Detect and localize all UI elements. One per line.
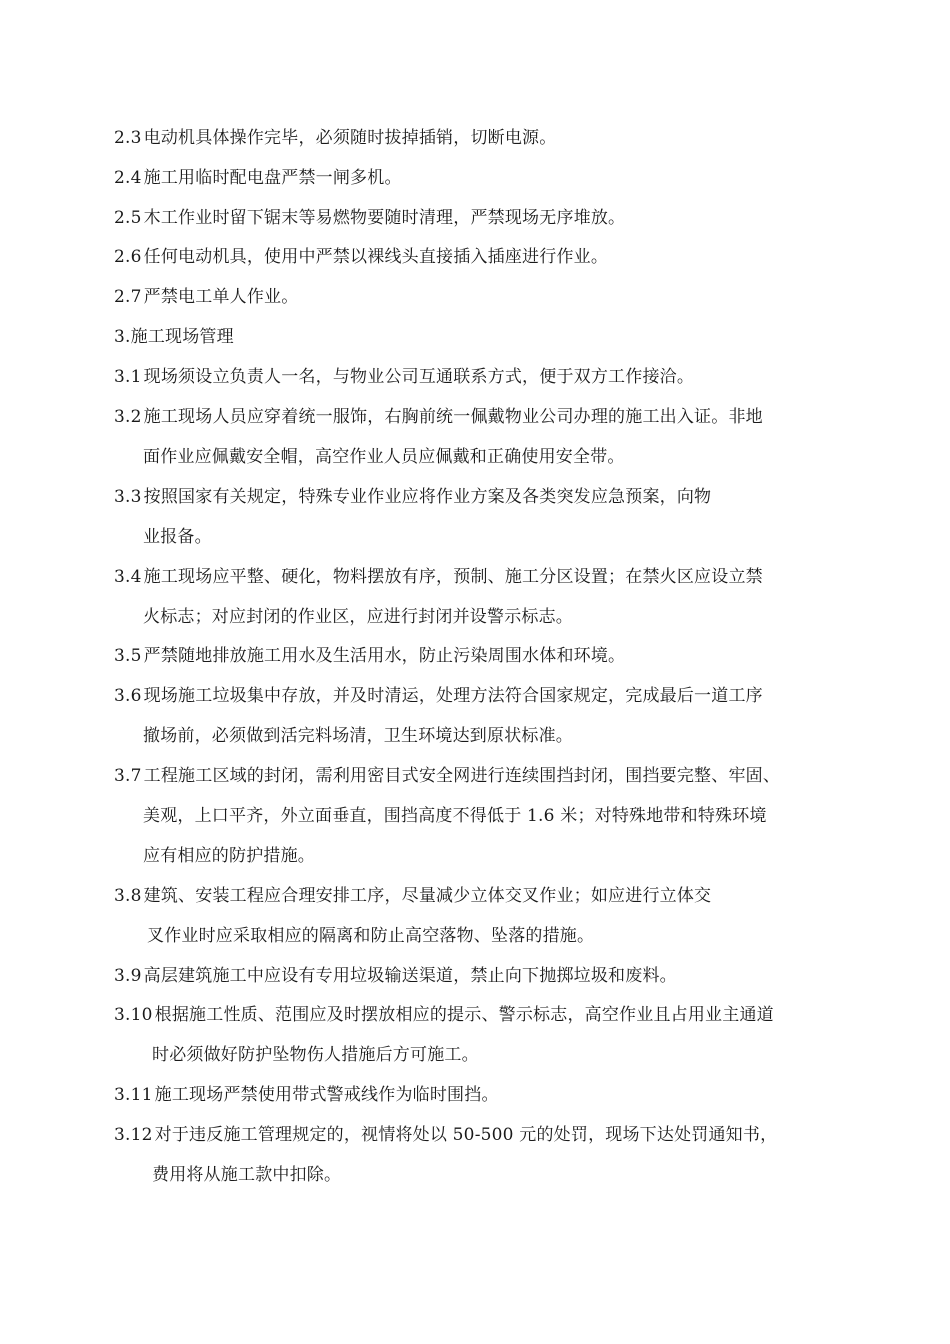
item-number: 2.3 bbox=[114, 128, 142, 148]
item-text: 面作业应佩戴安全帽，高空作业人员应佩戴和正确使用安全带。 bbox=[143, 447, 625, 467]
item-text: 撤场前，必须做到活完料场清，卫生环境达到原状标准。 bbox=[143, 726, 573, 746]
item-text: 时必须做好防护坠物伤人措施后方可施工。 bbox=[152, 1045, 479, 1065]
item-3-12 bbox=[114, 1124, 777, 1146]
item-2-3 bbox=[114, 127, 556, 149]
item-3-7-continued bbox=[143, 845, 315, 867]
item-text: 按照国家有关规定，特殊专业作业应将作业方案及各类突发应急预案，向物 bbox=[143, 487, 712, 507]
item-number: 3.11 bbox=[114, 1085, 153, 1105]
item-text: 叉作业时应采取相应的隔离和防止高空落物、坠落的措施。 bbox=[147, 926, 595, 946]
item-3-11 bbox=[114, 1084, 499, 1106]
item-text: 对于违反施工管理规定的，视情将处以 50-500 元的处罚，现场下达处罚通知书， bbox=[154, 1125, 778, 1145]
item-text: 任何电动机具，使用中严禁以裸线头直接插入插座进行作业。 bbox=[143, 247, 609, 267]
item-2-5 bbox=[114, 207, 625, 229]
item-number: 3.5 bbox=[114, 646, 142, 666]
item-3-4-continued bbox=[143, 606, 573, 628]
item-number: 2.5 bbox=[114, 208, 142, 228]
item-text: 施工现场应平整、硬化，物料摆放有序，预制、施工分区设置；在禁火区应设立禁 bbox=[143, 567, 763, 587]
item-text: 应有相应的防护措施。 bbox=[143, 846, 315, 866]
item-text: 现场须设立负责人一名，与物业公司互通联系方式，便于双方工作接洽。 bbox=[143, 367, 695, 387]
item-text: 严禁随地排放施工用水及生活用水，防止污染周围水体和环境。 bbox=[143, 646, 626, 666]
item-text: 施工现场人员应穿着统一服饰，右胸前统一佩戴物业公司办理的施工出入证。非地 bbox=[143, 407, 763, 427]
item-text: 严禁电工单人作业。 bbox=[143, 287, 299, 307]
item-3-7-continued bbox=[143, 805, 767, 827]
item-3-3 bbox=[114, 486, 711, 508]
item-number: 3.8 bbox=[114, 886, 142, 906]
item-text: 高层建筑施工中应设有专用垃圾输送渠道，禁止向下抛掷垃圾和废料。 bbox=[143, 966, 677, 986]
item-3-6 bbox=[114, 685, 763, 707]
section-heading bbox=[114, 326, 234, 348]
item-3-6-continued bbox=[143, 725, 573, 747]
item-2-4 bbox=[114, 167, 402, 189]
item-number: 2.6 bbox=[114, 247, 142, 267]
item-number: 2.7 bbox=[114, 287, 142, 307]
item-number: 3. bbox=[114, 327, 131, 347]
item-text: 业报备。 bbox=[143, 527, 212, 547]
item-text: 火标志；对应封闭的作业区，应进行封闭并设警示标志。 bbox=[143, 607, 573, 627]
item-number: 3.3 bbox=[114, 487, 142, 507]
item-3-12-continued bbox=[152, 1164, 341, 1186]
item-text: 施工用临时配电盘严禁一闸多机。 bbox=[143, 168, 402, 188]
item-number: 3.10 bbox=[114, 1005, 153, 1025]
item-3-8 bbox=[114, 885, 711, 907]
item-number: 3.2 bbox=[114, 407, 142, 427]
item-number: 3.7 bbox=[114, 766, 142, 786]
item-3-7 bbox=[114, 765, 780, 787]
item-number: 3.1 bbox=[114, 367, 142, 387]
item-text: 美观，上口平齐，外立面垂直，围挡高度不得低于 1.6 米；对特殊地带和特殊环境 bbox=[143, 806, 767, 826]
item-3-10-continued bbox=[152, 1044, 479, 1066]
item-3-1 bbox=[114, 366, 694, 388]
item-text: 费用将从施工款中扣除。 bbox=[152, 1165, 342, 1185]
item-3-5 bbox=[114, 645, 625, 667]
item-3-3-continued bbox=[143, 526, 212, 548]
item-2-7 bbox=[114, 286, 298, 308]
item-text: 工程施工区域的封闭，需利用密目式安全网进行连续围挡封闭，围挡要完整、牢固、 bbox=[143, 766, 781, 786]
item-number: 2.4 bbox=[114, 168, 142, 188]
item-number: 3.6 bbox=[114, 686, 142, 706]
item-text: 建筑、安装工程应合理安排工序，尽量减少立体交叉作业；如应进行立体交 bbox=[143, 886, 712, 906]
item-3-8-continued bbox=[147, 925, 594, 947]
item-3-10 bbox=[114, 1004, 774, 1026]
item-number: 3.12 bbox=[114, 1125, 153, 1145]
item-3-2 bbox=[114, 406, 763, 428]
item-text: 电动机具体操作完毕，必须随时拔掉插销，切断电源。 bbox=[143, 128, 557, 148]
item-number: 3.4 bbox=[114, 567, 142, 587]
item-3-4 bbox=[114, 566, 763, 588]
item-number: 3.9 bbox=[114, 966, 142, 986]
item-text: 现场施工垃圾集中存放，并及时清运，处理方法符合国家规定，完成最后一道工序 bbox=[143, 686, 763, 706]
item-2-6 bbox=[114, 246, 608, 268]
item-3-2-continued bbox=[143, 446, 625, 468]
item-text: 施工现场管理 bbox=[130, 327, 234, 347]
item-text: 施工现场严禁使用带式警戒线作为临时围挡。 bbox=[154, 1085, 499, 1105]
item-text: 木工作业时留下锯末等易燃物要随时清理，严禁现场无序堆放。 bbox=[143, 208, 626, 228]
item-3-9 bbox=[114, 965, 677, 987]
item-text: 根据施工性质、范围应及时摆放相应的提示、警示标志，高空作业且占用业主通道 bbox=[154, 1005, 774, 1025]
